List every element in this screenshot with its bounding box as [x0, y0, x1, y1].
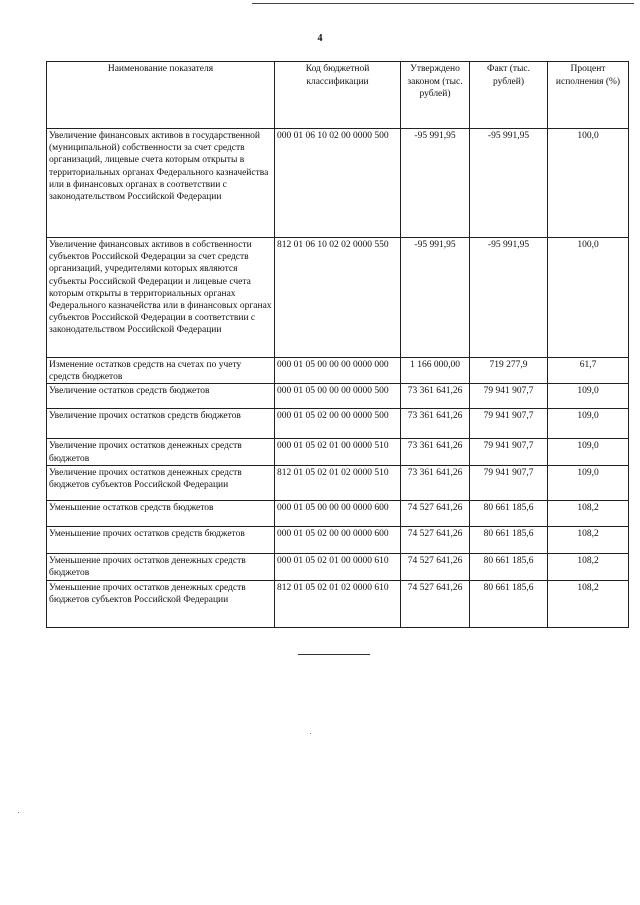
budget-sources-table: [46, 61, 629, 628]
table-row: [47, 500, 629, 526]
row-approved: 74 527 641,26: [401, 580, 470, 627]
row-fact: 719 277,9: [470, 358, 548, 384]
row-fact: 79 941 907,7: [470, 439, 548, 465]
header-percent: Процент исполнения (%): [548, 62, 629, 129]
row-code: 812 01 06 10 02 02 0000 550: [275, 238, 401, 358]
table-row: [47, 238, 629, 358]
table-row: [47, 465, 629, 500]
row-percent: 61,7: [548, 358, 629, 384]
row-approved: 73 361 641,26: [401, 465, 470, 500]
row-name: Увеличение финансовых активов в государственной (муниципальной) собственности за счет средств организаций, лицевые счета которым открыты в территориальных органах Федерального казначейства или в финансовых органах в соответствии с законодательством Российской Федерации: [47, 129, 275, 238]
table-row: [47, 580, 629, 627]
row-percent: 108,2: [548, 553, 629, 580]
row-percent: 108,2: [548, 580, 629, 627]
row-percent: 108,2: [548, 500, 629, 526]
row-name: Увеличение финансовых активов в собственности субъектов Российской Федерации за счет средств организаций, учредителями которых являются субъекты Российской Федерации и лицевые счета которым открыты в территориальных органах Федерального казначейства или в финансовых органах субъектов Российской Федерации в соответствии с законодательством Российской Федерации: [47, 238, 275, 358]
row-percent: 109,0: [548, 439, 629, 465]
header-fact: Факт (тыс. рублей): [470, 62, 548, 129]
row-code: 812 01 05 02 01 02 0000 610: [275, 580, 401, 627]
row-name: Уменьшение прочих остатков денежных средств бюджетов: [47, 553, 275, 580]
row-code: 000 01 05 02 01 00 0000 610: [275, 553, 401, 580]
row-fact: 80 661 185,6: [470, 553, 548, 580]
top-rule: [252, 3, 634, 4]
row-name: Увеличение остатков средств бюджетов: [47, 384, 275, 409]
row-name: Увеличение прочих остатков средств бюджетов: [47, 409, 275, 439]
row-code: 000 01 05 02 00 00 0000 600: [275, 526, 401, 553]
row-code: 000 01 05 00 00 00 0000 000: [275, 358, 401, 384]
row-fact: -95 991,95: [470, 129, 548, 238]
row-name: Уменьшение остатков средств бюджетов: [47, 500, 275, 526]
row-name: Уменьшение прочих остатков средств бюджетов: [47, 526, 275, 553]
row-fact: -95 991,95: [470, 238, 548, 358]
table-row: [47, 384, 629, 409]
row-approved: 1 166 000,00: [401, 358, 470, 384]
row-code: 000 01 05 02 00 00 0000 500: [275, 409, 401, 439]
row-fact: 79 941 907,7: [470, 465, 548, 500]
row-code: 000 01 05 02 01 00 0000 510: [275, 439, 401, 465]
table-row: [47, 439, 629, 465]
row-fact: 80 661 185,6: [470, 500, 548, 526]
row-name: Изменение остатков средств на счетах по учету средств бюджетов: [47, 358, 275, 384]
header-code: Код бюджетной классификации: [275, 62, 401, 129]
scan-speck: [310, 733, 311, 734]
row-approved: 73 361 641,26: [401, 384, 470, 409]
row-fact: 79 941 907,7: [470, 384, 548, 409]
header-approved: Утверждено законом (тыс. рублей): [401, 62, 470, 129]
row-fact: 80 661 185,6: [470, 580, 548, 627]
row-percent: 109,0: [548, 409, 629, 439]
row-approved: -95 991,95: [401, 129, 470, 238]
row-name: Увеличение прочих остатков денежных средств бюджетов: [47, 439, 275, 465]
row-approved: -95 991,95: [401, 238, 470, 358]
page-number: 4: [317, 33, 323, 44]
row-code: 000 01 05 00 00 00 0000 600: [275, 500, 401, 526]
row-name: Увеличение прочих остатков денежных средств бюджетов субъектов Российской Федерации: [47, 465, 275, 500]
table-row: [47, 553, 629, 580]
header-name: Наименование показателя: [47, 62, 275, 129]
row-approved: 74 527 641,26: [401, 526, 470, 553]
row-approved: 74 527 641,26: [401, 500, 470, 526]
row-approved: 73 361 641,26: [401, 439, 470, 465]
table-row: [47, 129, 629, 238]
row-percent: 100,0: [548, 129, 629, 238]
row-code: 812 01 05 02 01 02 0000 510: [275, 465, 401, 500]
row-fact: 79 941 907,7: [470, 409, 548, 439]
table-row: [47, 409, 629, 439]
table-row: [47, 358, 629, 384]
row-approved: 73 361 641,26: [401, 409, 470, 439]
row-percent: 109,0: [548, 465, 629, 500]
row-percent: 109,0: [548, 384, 629, 409]
row-name: Уменьшение прочих остатков денежных средств бюджетов субъектов Российской Федерации: [47, 580, 275, 627]
row-code: 000 01 05 00 00 00 0000 500: [275, 384, 401, 409]
row-fact: 80 661 185,6: [470, 526, 548, 553]
scan-speck: [18, 812, 19, 813]
closing-rule: [298, 654, 370, 655]
row-code: 000 01 06 10 02 00 0000 500: [275, 129, 401, 238]
table-row: [47, 526, 629, 553]
table-header-row: [47, 62, 629, 129]
row-percent: 100,0: [548, 238, 629, 358]
row-approved: 74 527 641,26: [401, 553, 470, 580]
row-percent: 108,2: [548, 526, 629, 553]
